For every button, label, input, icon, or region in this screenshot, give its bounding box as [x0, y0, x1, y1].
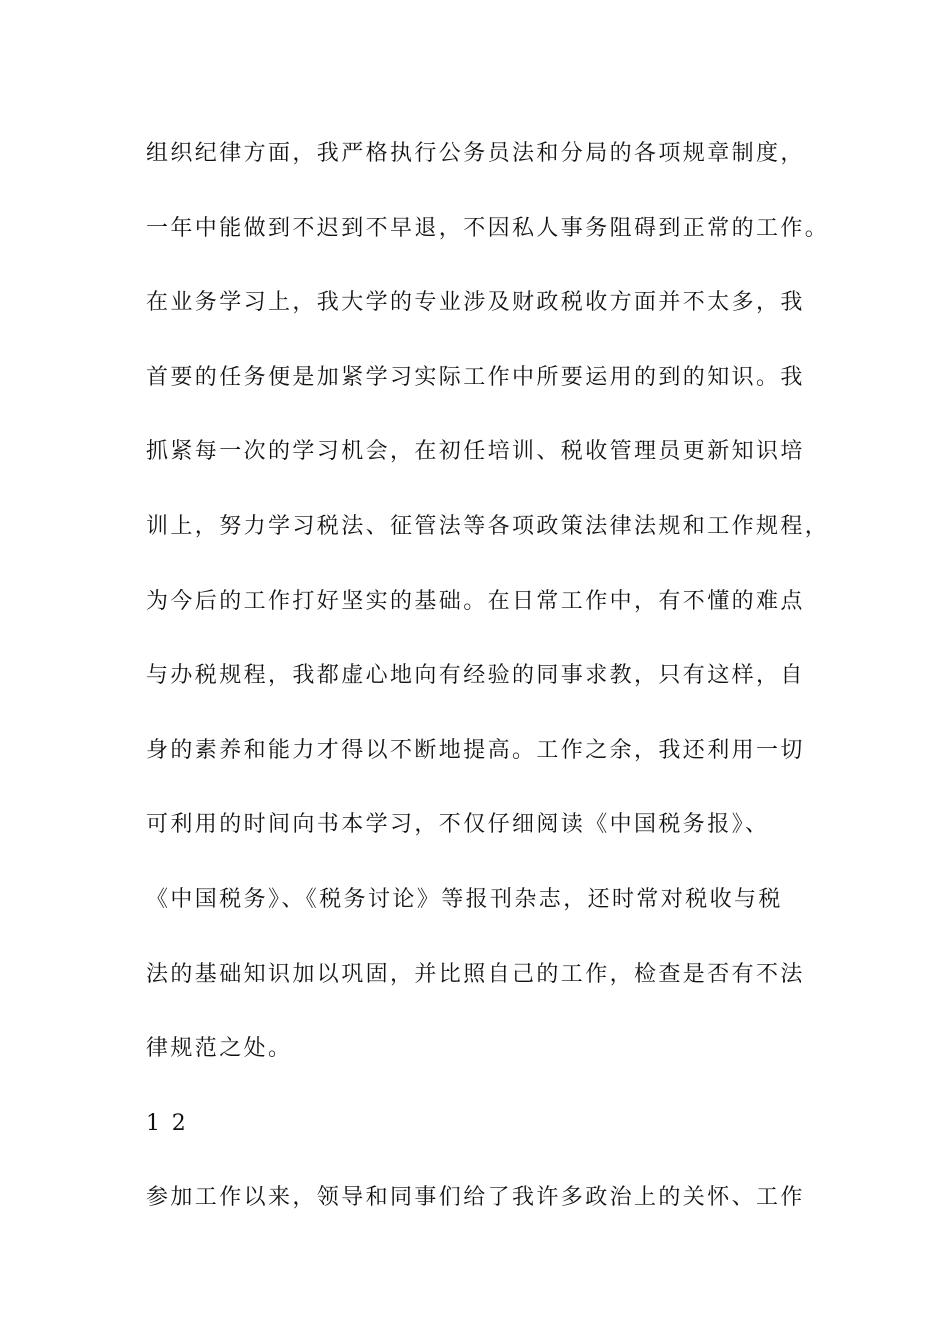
section-number: 1 2: [146, 1110, 189, 1136]
text-line: 可利用的时间向书本学习，不仅仔细阅读《中国税务报》、: [146, 812, 770, 838]
text-line: 组织纪律方面，我严格执行公务员法和分局的各项规章制度，: [146, 141, 805, 166]
text-line: 首要的任务便是加紧学习实际工作中所要运用的到的知识。我: [146, 364, 805, 390]
text-line: 参加工作以来，领导和同事们给了我许多政治上的关怀、工作: [146, 1185, 805, 1211]
document-body: [146, 132, 846, 1251]
text-line: 训上，努力学习税法、征管法等各项政策法律法规和工作规程，: [146, 513, 830, 539]
text-line: 一年中能做到不迟到不早退，不因私人事务阻碍到正常的工作。: [146, 215, 830, 241]
text-line: 抓紧每一次的学习机会，在初任培训、税收管理员更新知识培: [146, 439, 805, 465]
text-line: 法的基础知识加以巩固，并比照自己的工作，检查是否有不法: [146, 961, 805, 987]
text-line: 与办税规程，我都虚心地向有经验的同事求教，只有这样，自: [146, 663, 805, 689]
text-line: 《中国税务》、《税务讨论》等报刊杂志，还时常对税收与税: [146, 886, 783, 912]
text-line: 为今后的工作打好坚实的基础。在日常工作中，有不懂的难点: [146, 588, 805, 614]
text-line: 身的素养和能力才得以不断地提高。工作之余，我还利用一切: [146, 737, 805, 763]
text-line: 律规范之处。: [146, 1036, 293, 1062]
text-line: 在业务学习上，我大学的专业涉及财政税收方面并不太多，我: [146, 290, 805, 316]
